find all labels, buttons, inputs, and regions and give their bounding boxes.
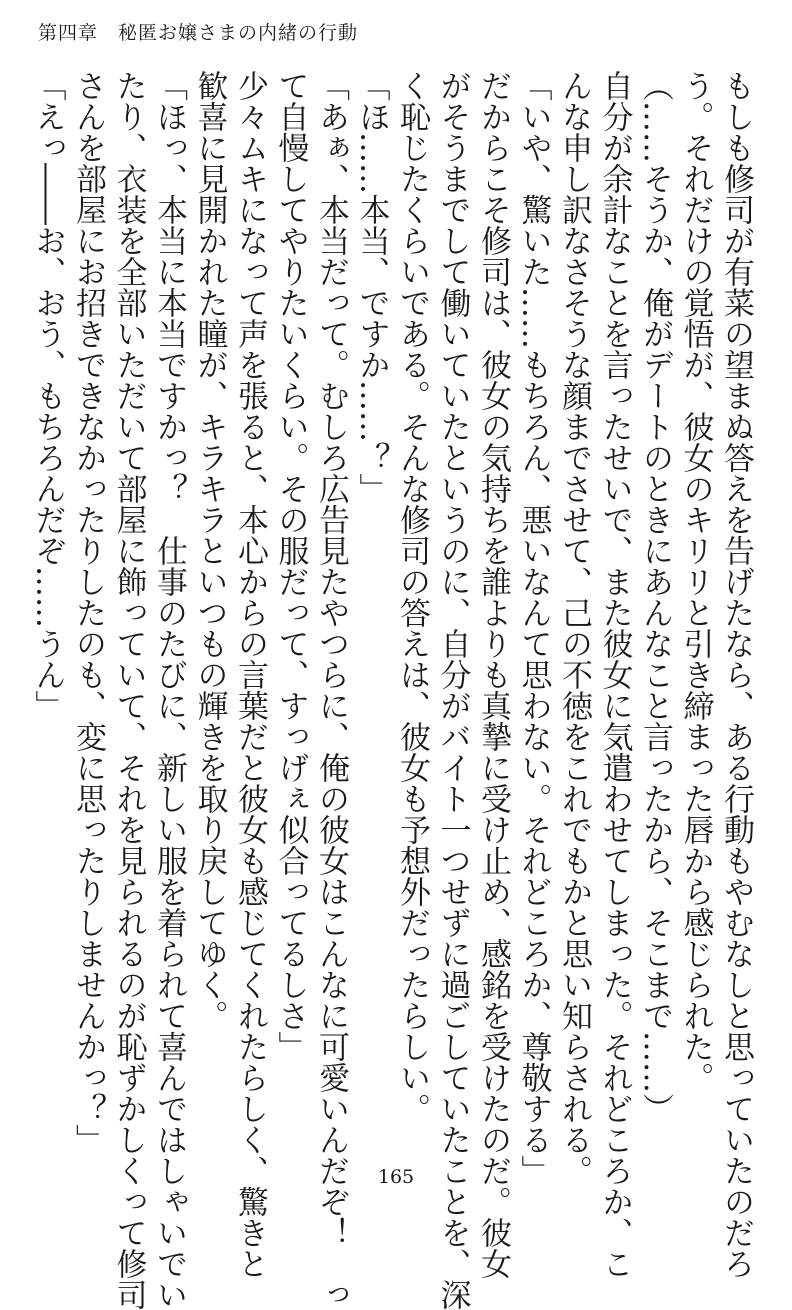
text-line: 「いや、驚いた……もちろん、悪いなんて思わない。それどころか、尊敬する」 [515, 70, 552, 1186]
text-line: く恥じたくらいである。そんな修司の答えは、彼女も予想外だったらしい。 [394, 70, 430, 1124]
text-line: う。それだけの覚悟が、彼女のキリリと引き締まった唇から感じられた。 [677, 70, 714, 1093]
text-line: さんを部屋にお招きできなかったりしたのも、変に思ったりしませんかっ？」 [70, 70, 106, 1155]
text-line: 「ほっ、本当に本当ですかっ？ 仕事のたびに、新しい服を着られて喜んではしゃいでい [151, 70, 187, 1310]
text-line: て自慢してやりたいくらい。その服だって、すっげぇ似合ってるしさ」 [272, 70, 309, 1062]
page-number: 165 [377, 1166, 415, 1188]
chapter-header: 第四章 秘匿お嬢さまの内緒の行動 [38, 22, 359, 44]
text-line: 自分が余計なことを言ったせいで、また彼女に気遣わせてしまった。それどころか、こ [596, 70, 633, 1279]
text-line: 少々ムキになって声を張ると、本心からの言葉だと彼女も感じてくれたらしく、驚きと [232, 70, 268, 1279]
text-line: （……そうか、俺がデートのときにあんなこと言ったから、そこまで……） [637, 70, 673, 1124]
text-line: もしも修司が有菜の望まぬ答えを告げたなら、ある行動もやむなしと思っていたのだろ [718, 70, 754, 1279]
text-line: 「えっ――お、おう、もちろんだぞ……うん」 [29, 70, 66, 721]
text-line: 「あぁ、本当だって。むしろ広告見たやつらに、俺の彼女はこんなに可愛いんだぞ！ っ [313, 70, 349, 1310]
text-line: だからこそ修司は、彼女の気持ちを誰よりも真摯に受け止め、感銘を受けたのだ。彼女 [475, 70, 511, 1279]
text-line: たり、衣装を全部いただいて部屋に飾っていて、それを見られるのが恥ずかしくって修司 [110, 70, 147, 1310]
text-line: 歓喜に見開かれた瞳が、キラキラといつもの輝きを取り戻してゆく。 [191, 70, 228, 1031]
text-line: 「ほ……本当、ですか……？」 [353, 70, 390, 504]
text-line: がそうまでして働いていたというのに、自分がバイト一つせずに過ごしていたことを、深 [434, 70, 471, 1310]
text-line: んな申し訳なさそうな顔までさせて、己の不徳をこれでもかと思い知らされる。 [556, 70, 592, 1186]
